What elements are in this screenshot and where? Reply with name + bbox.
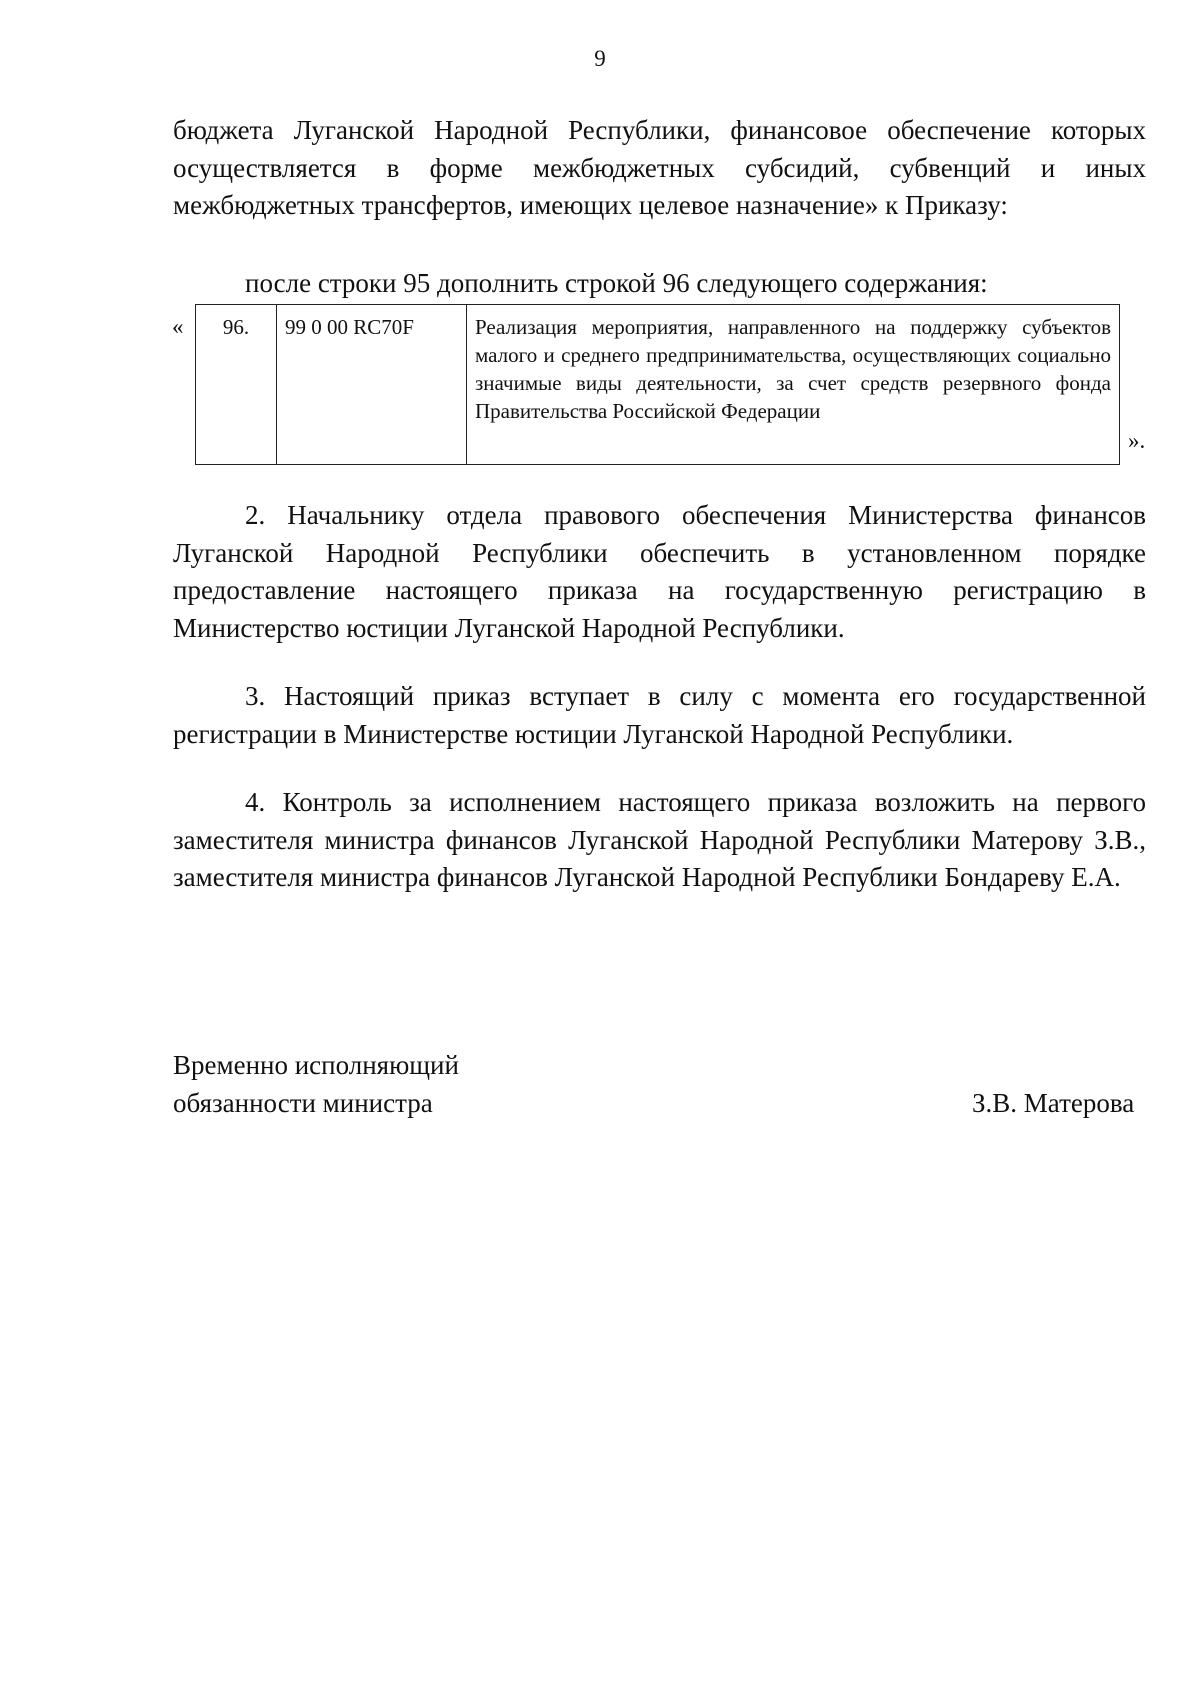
clause-4: 4. Контроль за исполнением настоящего приказа возложить на первого заместителя министра финансов Луганской Народной Республики Матерову З.В., заместителя министра финансов Луганской Народной Республики Бондареву Е.А. [173, 787, 1146, 892]
clause-2: 2. Начальнику отдела правового обеспечения Министерства финансов Луганской Народной Республики обеспечить в установленном порядке предоставление настоящего приказа на государственную регистрацию в Министерство юстиции Луганской Народной Республики. [173, 500, 1146, 643]
signatory-name: З.В. Матерова [972, 1088, 1135, 1118]
row-description-cell: Реализация мероприятия, направленного на поддержку субъектов малого и среднего предпринимательства, осуществляющих социально значимые виды деятельности, за счет средств резервного фонда Правительства Российской Федерации [467, 305, 1120, 465]
clause-3: 3. Настоящий приказ вступает в силу с момента его государственной регистрации в Министерстве юстиции Луганской Народной Республики. [173, 681, 1146, 749]
insertion-table [195, 304, 1120, 465]
table-close-quote: ». [1128, 428, 1146, 453]
insertion-intro: после строки 95 дополнить строкой 96 следующего содержания: [245, 268, 988, 298]
table-open-quote: « [172, 314, 184, 339]
signatory-position-line1: Временно исполняющий [173, 1050, 459, 1080]
row-code-cell: 99 0 00 RC70F [277, 305, 467, 465]
signatory-position [173, 1047, 459, 1122]
page-number: 9 [594, 46, 606, 71]
row-number-cell: 96. [196, 305, 277, 465]
signatory-position-line2: обязанности министра [173, 1087, 433, 1118]
table-row [196, 305, 1120, 465]
continuation-paragraph: бюджета Луганской Народной Республики, финансовое обеспечение которых осуществляется в форме межбюджетных субсидий, субвенций и иных межбюджетных трансфертов, имеющих целевое назначение» к Приказу: [173, 115, 1146, 220]
